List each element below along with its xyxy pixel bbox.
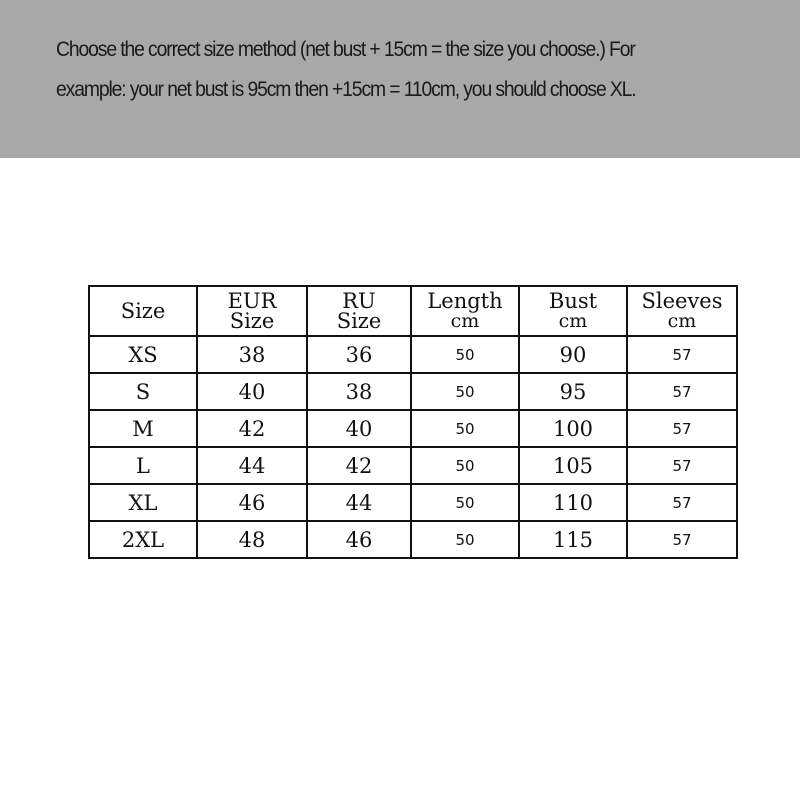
cell-eur-size: 46 (197, 484, 307, 521)
cell-length: 50 (411, 484, 519, 521)
cell-eur-size: 48 (197, 521, 307, 558)
header-ru-size: RU Size (307, 286, 411, 336)
cell-bust: 110 (519, 484, 627, 521)
header-length: Length cm (411, 286, 519, 336)
cell-ru-size: 46 (307, 521, 411, 558)
table-row (89, 373, 737, 410)
cell-bust: 115 (519, 521, 627, 558)
size-chart-table (88, 285, 738, 559)
cell-sleeves: 57 (627, 447, 737, 484)
table-row (89, 484, 737, 521)
cell-ru-size: 42 (307, 447, 411, 484)
table-row (89, 447, 737, 484)
header-sleeves: Sleeves cm (627, 286, 737, 336)
cell-bust: 90 (519, 336, 627, 373)
header-size: Size (89, 286, 197, 336)
cell-sleeves: 57 (627, 410, 737, 447)
cell-length: 50 (411, 373, 519, 410)
header-eur-size: EUR Size (197, 286, 307, 336)
cell-size: 2XL (89, 521, 197, 558)
cell-eur-size: 38 (197, 336, 307, 373)
table-row (89, 410, 737, 447)
cell-size: XS (89, 336, 197, 373)
cell-ru-size: 38 (307, 373, 411, 410)
cell-sleeves: 57 (627, 373, 737, 410)
cell-bust: 100 (519, 410, 627, 447)
cell-size: L (89, 447, 197, 484)
cell-sleeves: 57 (627, 484, 737, 521)
header-bust: Bust cm (519, 286, 627, 336)
cell-size: M (89, 410, 197, 447)
cell-length: 50 (411, 447, 519, 484)
cell-sleeves: 57 (627, 336, 737, 373)
cell-bust: 95 (519, 373, 627, 410)
cell-length: 50 (411, 336, 519, 373)
table-row (89, 521, 737, 558)
cell-eur-size: 44 (197, 447, 307, 484)
cell-size: XL (89, 484, 197, 521)
instruction-banner (0, 0, 800, 158)
cell-size: S (89, 373, 197, 410)
cell-ru-size: 44 (307, 484, 411, 521)
cell-length: 50 (411, 410, 519, 447)
table-row (89, 336, 737, 373)
cell-eur-size: 42 (197, 410, 307, 447)
cell-length: 50 (411, 521, 519, 558)
cell-ru-size: 40 (307, 410, 411, 447)
cell-eur-size: 40 (197, 373, 307, 410)
cell-bust: 105 (519, 447, 627, 484)
size-instructions: Choose the correct size method (net bust + 15cm = the size you choose.) For example: your net bust is 95cm then +15cm = 110cm, you should choose XL. (56, 38, 636, 101)
table-header-row (89, 286, 737, 336)
cell-ru-size: 36 (307, 336, 411, 373)
cell-sleeves: 57 (627, 521, 737, 558)
